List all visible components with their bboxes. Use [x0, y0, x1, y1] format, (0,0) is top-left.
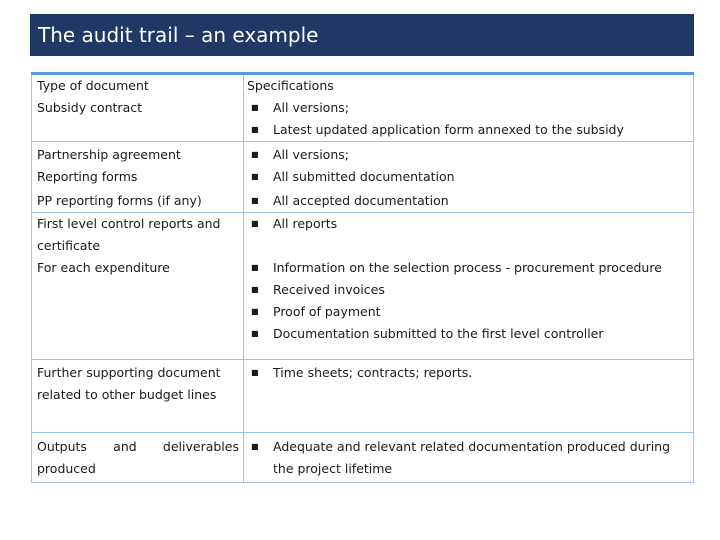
- doc-pp-reporting-forms: PP reporting forms (if any): [37, 193, 202, 208]
- doc-outputs-produced: produced: [37, 461, 96, 476]
- doc-cell: [32, 142, 244, 213]
- spec-cell: [244, 360, 694, 433]
- doc-each-expenditure: For each expenditure: [37, 260, 170, 275]
- doc-subsidy-contract: Subsidy contract: [37, 100, 142, 115]
- bullet-square-icon: ■: [251, 219, 259, 228]
- doc-cell: [32, 360, 244, 433]
- table-row-outputs: [32, 433, 694, 483]
- list-item: ■ All submitted documentation: [247, 166, 693, 188]
- bullet-square-icon: ■: [251, 263, 259, 272]
- doc-further-supporting: Further supporting document related to other budget lines: [37, 365, 221, 402]
- list-item: ■ Time sheets; contracts; reports.: [247, 362, 693, 384]
- bullet-square-icon: ■: [251, 172, 259, 181]
- header-specifications: Specifications: [247, 78, 334, 93]
- table-row-further-supporting: [32, 360, 694, 433]
- doc-cell: [32, 433, 244, 483]
- slide-title-bar: [30, 14, 694, 56]
- slide-title: The audit trail – an example: [38, 23, 319, 47]
- doc-cell: [32, 213, 244, 360]
- table-row-partnership: [32, 142, 694, 213]
- audit-trail-table: [31, 72, 694, 483]
- spec-cell: [244, 142, 694, 213]
- spec-cell: [244, 74, 694, 142]
- doc-reporting-forms: Reporting forms: [37, 169, 138, 184]
- doc-partnership-agreement: Partnership agreement: [37, 147, 181, 162]
- bullet-square-icon: ■: [251, 368, 259, 377]
- bullet-square-icon: ■: [251, 285, 259, 294]
- list-item: ■ All versions;: [247, 144, 693, 166]
- spec-cell: [244, 213, 694, 360]
- doc-outputs-deliverables: Outputs and deliverables: [37, 439, 239, 454]
- bullet-square-icon: ■: [251, 196, 259, 205]
- list-item: ■ All accepted documentation: [247, 188, 693, 212]
- list-item: ■ Adequate and relevant related documentation produced during the project lifetime: [247, 436, 693, 480]
- bullet-square-icon: ■: [251, 125, 259, 134]
- bullet-square-icon: ■: [251, 442, 259, 451]
- list-item: ■ Latest updated application form annexed to the subsidy: [247, 119, 693, 141]
- list-item: ■ Proof of payment: [247, 301, 693, 323]
- list-item: ■ Documentation submitted to the first level controller: [247, 323, 693, 345]
- spec-cell: [244, 433, 694, 483]
- bullet-square-icon: ■: [251, 307, 259, 316]
- header-type-of-document: Type of document: [37, 78, 149, 93]
- bullet-square-icon: ■: [251, 150, 259, 159]
- list-item: ■ All versions;: [247, 97, 693, 119]
- table-row-subsidy: [32, 74, 694, 142]
- bullet-square-icon: ■: [251, 103, 259, 112]
- list-item: ■ All reports: [247, 213, 693, 235]
- doc-first-level-control: First level control reports and certificate: [37, 216, 221, 253]
- list-item: ■ Information on the selection process - procurement procedure: [247, 257, 693, 279]
- doc-cell: [32, 74, 244, 142]
- bullet-square-icon: ■: [251, 329, 259, 338]
- table-row-first-level-control: [32, 213, 694, 360]
- list-item: ■ Received invoices: [247, 279, 693, 301]
